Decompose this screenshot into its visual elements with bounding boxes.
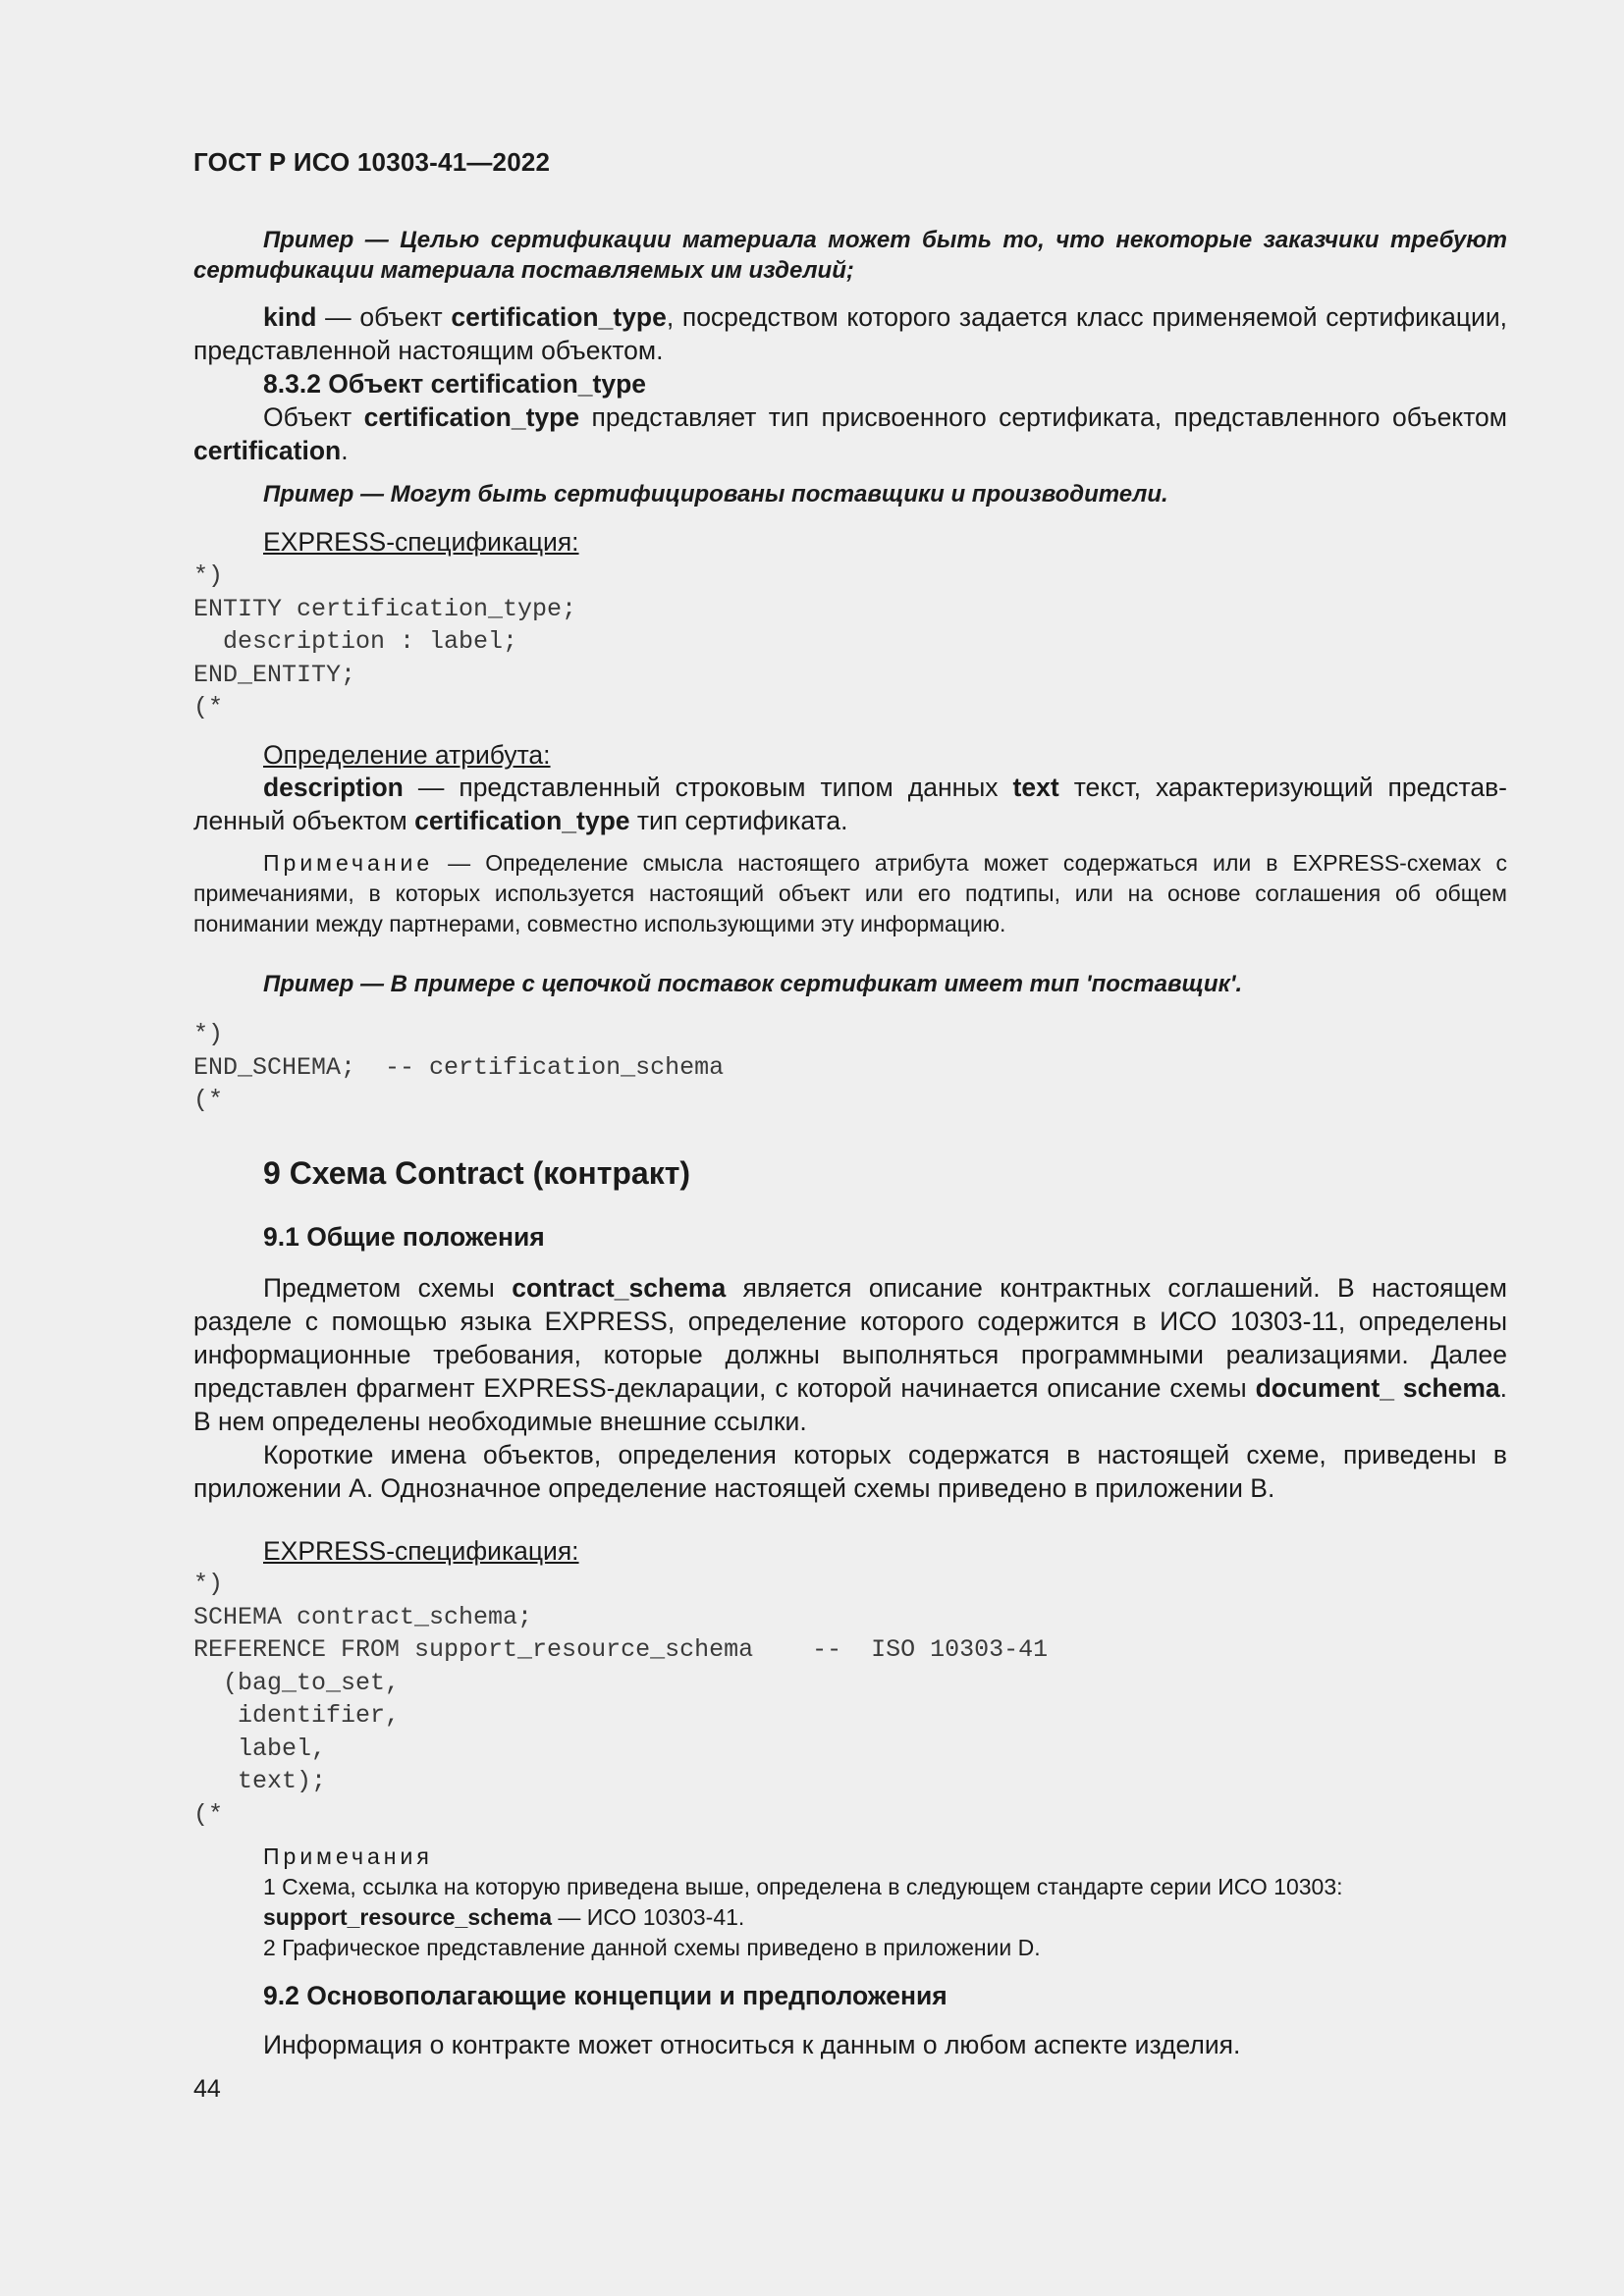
express-code: *) SCHEMA contract_schema; REFERENCE FROM support_resource_schema -- ISO 10303-41 (bag_to_set, identifier, label, text); (* [193,1570,1049,1829]
paragraph: Короткие имена объектов, определения которых содержатся в настоящей схеме, приведены в приложении А. Однозначное определение настоящей схемы приведено в приложении В. [193,1440,1507,1503]
note-item: 2 Графическое представление данной схемы приведено в приложении D. [263,1935,1041,1960]
express-code: *) END_SCHEMA; -- certification_schema (* [193,1020,725,1114]
text: — объект [316,302,452,332]
code-block [193,1568,1507,1831]
page-number: 44 [193,2075,221,2103]
paragraph: Информация о контракте может относиться к данным о любом аспекте изделия. [263,2030,1241,2059]
example-text: Пример — Целью сертификации материала может быть то, что некоторые заказчики требуют сертификации материала поставляемых им изделий; [193,227,1507,284]
note-item: 1 Схема, ссылка на которую приведена выше, определена в следующем стандарте серии ИСО 10303: [263,1874,1343,1899]
section-8-3-2 [193,367,1507,467]
example-text: Пример — Могут быть сертифицированы поставщики и производители. [263,481,1168,507]
object-description: Объект certification_type представляет тип присвоенного сертификата, представленного объектом certification. [193,402,1507,465]
code-block [193,1018,1507,1117]
example-block [193,969,1507,999]
document-header: ГОСТ Р ИСО 10303-41—2022 [193,147,551,177]
express-spec-label: EXPRESS-спецификация: [263,527,579,557]
express-spec-label: EXPRESS-спецификация: [263,1536,579,1566]
attribute-definition-label: Определение атрибута: [263,740,551,770]
note-text: — Определение смысла настоящего атрибута может содержаться или в EXPRESS-схемах с примечаниями, в которых используется настоящий объект или его подтипы, или на основе соглашения об общем понимании между партнерами, совместно использующими эту информацию. [193,850,1507,936]
section-title: 9 Схема Contract (контракт) [263,1155,691,1191]
code-block [193,560,1507,724]
example-text: Пример — В примере с цепочкой поставок сертификат имеет тип 'поставщик'. [263,971,1243,997]
example-block [193,479,1507,509]
kind-definition [193,300,1507,367]
note-item: support_resource_schema — ИСО 10303-41. [263,1904,745,1930]
term-kind: kind [263,302,317,332]
description-definition: description — представленный строковым типом данных text текст, характеризующий представленный объектом certification_type тип сертификата. [193,773,1507,835]
example-block [193,225,1507,286]
section-9-1 [193,1222,1507,1253]
section-9-1-body [193,1271,1507,1505]
section-9-2 [193,1981,1507,2011]
note-label: Примечание [263,850,434,876]
notes-label: Примечания [263,1843,433,1869]
term-certification-type: certification_type [451,302,667,332]
notes-block [193,1842,1507,1963]
text: , посредством которого задается класс применяемой сертификации, представленной настоящим объектом. [193,302,1508,365]
note-block [193,848,1507,939]
section-title: 9.1 Общие положения [263,1222,545,1252]
express-code: *) ENTITY certification_type; description : label; END_ENTITY; (* [193,561,577,721]
section-9-2-body [193,2028,1507,2061]
section-title: 8.3.2 Объект certification_type [263,369,647,399]
section-title: 9.2 Основополагающие концепции и предположения [263,1981,947,2010]
section-9 [193,1155,1507,1192]
paragraph: Предметом схемы contract_schema является описание контрактных соглашений. В настоящем разделе с помощью языка EXPRESS, определение которого содержится в ИСО 10303-11, определены информационные требования, которые должны выполняться программными реализациями. Далее представлен фрагмент EXPRESS-декларации, с которой начинается описание схемы document_ schema. В нем определены необходимые внешние ссылки. [193,1273,1507,1436]
